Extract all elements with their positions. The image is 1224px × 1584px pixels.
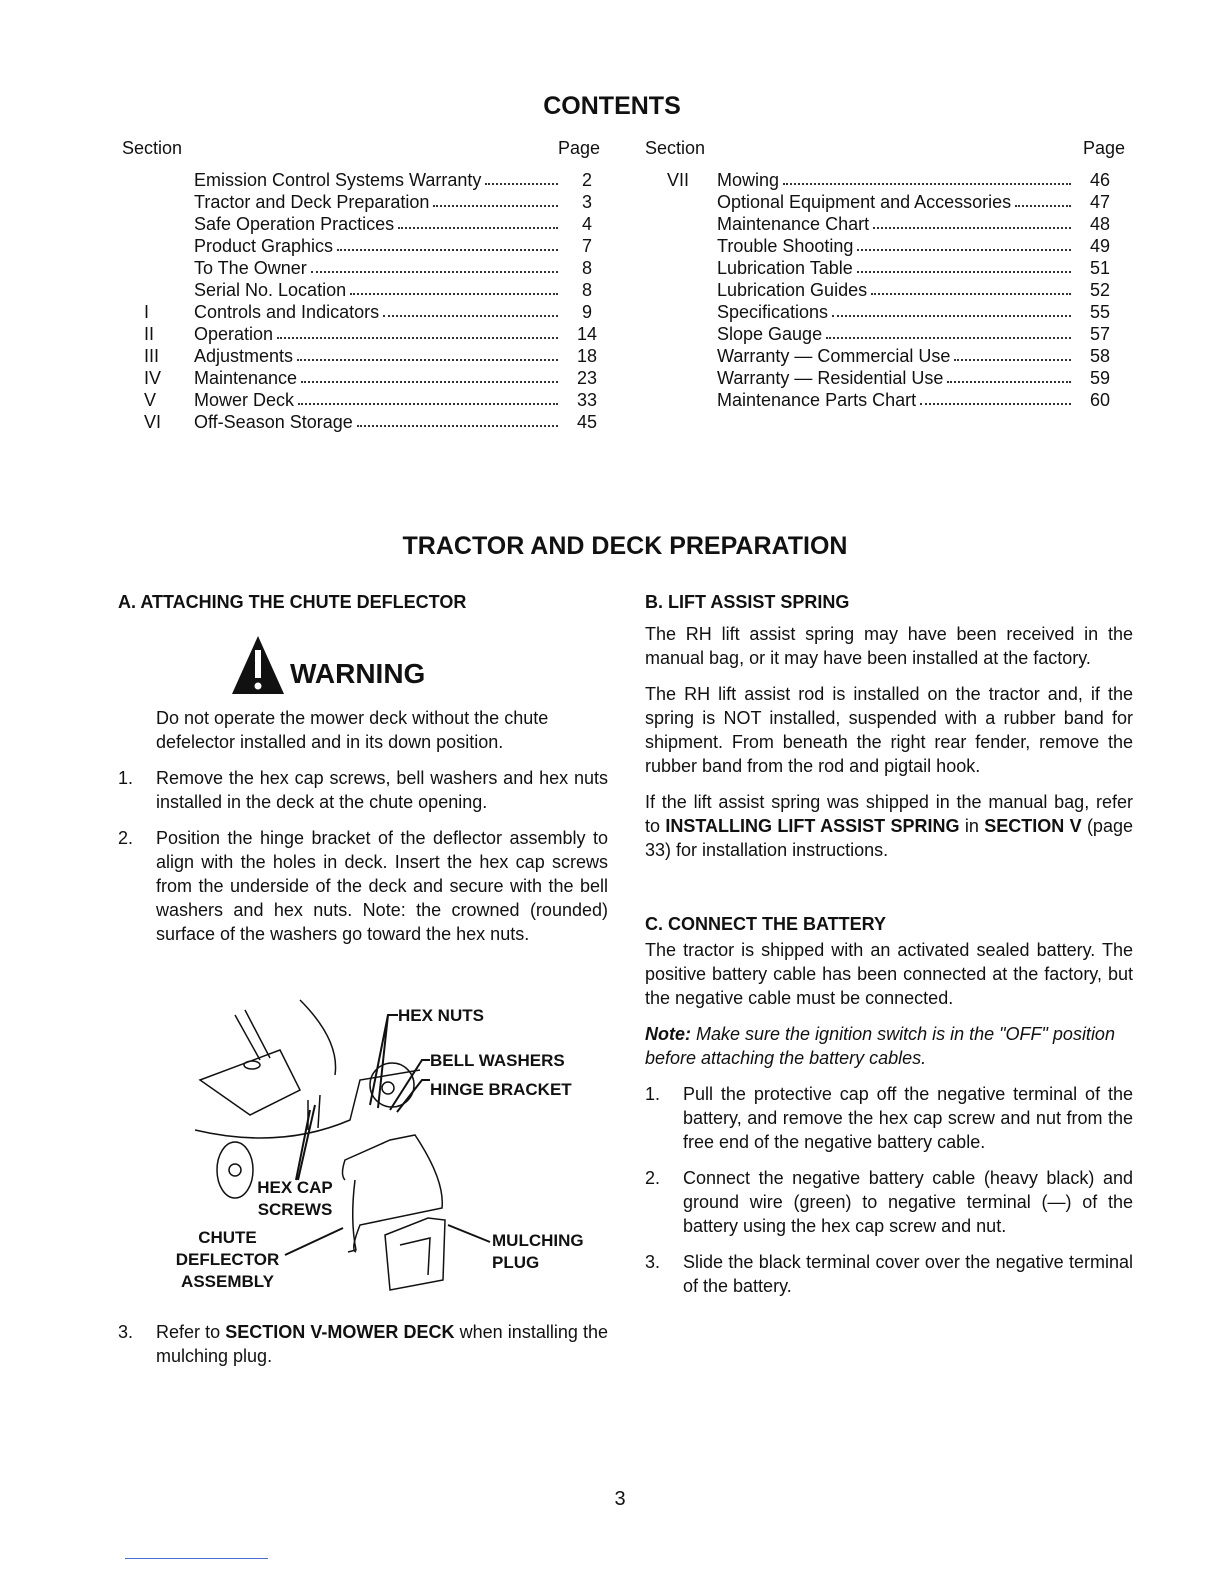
dot-leader [857, 235, 1071, 251]
toc-entry [645, 279, 1125, 301]
section-header: Section [645, 138, 706, 158]
toc-page: 18 [576, 346, 598, 366]
toc-section-number [122, 279, 194, 301]
toc-title: Maintenance Parts Chart [717, 390, 917, 410]
label-hinge-bracket: HINGE BRACKET [430, 1080, 572, 1099]
step-2: 2. Position the hinge bracket of the deflector assembly to align with the holes in deck. Insert the hex cap screws from the underside of the deck and secure with the bell washers and hex nuts. Note: the crowned (rounded) surface of the washers go toward the hex nuts. [118, 828, 608, 944]
toc-page: 51 [1089, 258, 1111, 278]
dot-leader [826, 323, 1071, 339]
toc-section-number [122, 257, 194, 279]
label-hex-nuts: HEX NUTS [398, 1006, 484, 1025]
toc-page: 23 [576, 368, 598, 388]
dot-leader [873, 213, 1071, 229]
warning-triangle-icon [230, 634, 286, 696]
step-1: 1. Remove the hex cap screws, bell washers and hex nuts installed in the deck at the chute opening. [118, 768, 608, 812]
toc-title: Product Graphics [194, 236, 334, 256]
dot-leader [954, 345, 1071, 361]
toc-page: 59 [1089, 368, 1111, 388]
toc-section-number: V [144, 390, 157, 410]
toc-entry [645, 213, 1125, 235]
toc-section-number [645, 213, 717, 235]
step-3: 3. Slide the black terminal cover over the negative terminal of the battery. [645, 1252, 1133, 1296]
toc-entry [122, 301, 612, 323]
label-bell-washers: BELL WASHERS [430, 1051, 565, 1070]
toc-title: Operation [194, 324, 274, 344]
dot-leader [871, 279, 1071, 295]
toc-entry [645, 301, 1125, 323]
toc-page: 14 [576, 324, 598, 344]
toc-page: 9 [581, 302, 592, 322]
dot-leader [298, 389, 558, 405]
step-3: 3. Refer to SECTION V-MOWER DECK when installing the mulching plug. [118, 1322, 608, 1366]
dot-leader [311, 257, 558, 273]
dot-leader [832, 301, 1071, 317]
toc-title: Optional Equipment and Accessories [717, 192, 1012, 212]
toc-right [645, 138, 1125, 411]
toc-page: 33 [576, 390, 598, 410]
toc-title: Controls and Indicators [194, 302, 380, 322]
toc-entry [645, 191, 1125, 213]
toc-section-number [645, 257, 717, 279]
toc-section-number: II [144, 324, 155, 344]
toc-title: Lubrication Guides [717, 280, 868, 300]
toc-title: Serial No. Location [194, 280, 347, 300]
page-number: 3 [614, 1488, 626, 1510]
paragraph: The tractor is shipped with an activated sealed battery. The positive battery cable has been connected at the factory, but the negative cable must be connected. [645, 940, 1133, 1008]
page-header: Page [1082, 138, 1125, 158]
toc-section-number: VI [144, 412, 162, 432]
dot-leader [383, 301, 558, 317]
toc-section-number: I [144, 302, 150, 322]
contents-title: CONTENTS [543, 92, 681, 120]
toc-section-number [645, 279, 717, 301]
label-hex-cap-screws: HEX CAP SCREWS [257, 1178, 333, 1219]
toc-entry [122, 235, 612, 257]
toc-title: Lubrication Table [717, 258, 853, 278]
toc-section-number: IV [144, 368, 162, 388]
paragraph: If the lift assist spring was shipped in the manual bag, refer to INSTALLING LIFT ASSIST SPRING in SECTION V (page 33) for installation instructions. [645, 792, 1133, 860]
toc-section-number: III [144, 346, 160, 366]
section-b-heading: B. LIFT ASSIST SPRING [645, 592, 850, 612]
dot-leader [398, 213, 558, 229]
dot-leader [1015, 191, 1071, 207]
toc-entry [122, 411, 612, 433]
toc-title: Warranty — Commercial Use [717, 346, 951, 366]
dot-leader [350, 279, 558, 295]
toc-page: 55 [1089, 302, 1111, 322]
step-1: 1. Pull the protective cap off the negative terminal of the battery, and remove the hex cap screw and nut from the free end of the negative battery cable. [645, 1084, 1133, 1152]
toc-title: Slope Gauge [717, 324, 823, 344]
dot-leader [433, 191, 558, 207]
toc-title: Safe Operation Practices [194, 214, 395, 234]
prep-title: TRACTOR AND DECK PREPARATION [402, 532, 848, 560]
dot-leader [920, 389, 1071, 405]
toc-title: Specifications [717, 302, 829, 322]
section-header: Section [122, 138, 183, 158]
paragraph: The RH lift assist rod is installed on the tractor and, if the spring is NOT installed, suspended with a rubber band for shipment. From beneath the right rear fender, remove the rubber band from the rod and pigtail hook. [645, 684, 1133, 776]
toc-entry [122, 345, 612, 367]
dot-leader [297, 345, 558, 361]
toc-entry [645, 169, 1125, 191]
paragraph: The RH lift assist spring may have been received in the manual bag, or it may have been installed at the factory. [645, 624, 1133, 668]
section-b [645, 590, 1133, 874]
toc-page: 60 [1089, 390, 1111, 410]
toc-section-number: VII [667, 170, 690, 190]
toc-title: Emission Control Systems Warranty [194, 170, 482, 190]
toc-section-number [645, 235, 717, 257]
section-c-heading: C. CONNECT THE BATTERY [645, 914, 886, 934]
toc-section-number [122, 235, 194, 257]
toc-title: Mower Deck [194, 390, 295, 410]
label-chute-deflector-assembly: CHUTE DEFLECTOR ASSEMBLY [175, 1228, 280, 1291]
toc-entry [645, 235, 1125, 257]
label-mulching-plug: MULCHING PLUG [492, 1231, 584, 1272]
toc-page: 47 [1089, 192, 1111, 212]
section-a-heading: A. ATTACHING THE CHUTE DEFLECTOR [118, 592, 467, 612]
toc-page: 49 [1089, 236, 1111, 256]
toc-page: 2 [581, 170, 592, 190]
toc-entry [122, 257, 612, 279]
note: Note: Make sure the ignition switch is in the "OFF" position before attaching the battery cables. [645, 1024, 1115, 1068]
toc-title: Adjustments [194, 346, 294, 366]
toc-section-number [645, 323, 717, 345]
toc-entry [645, 257, 1125, 279]
toc-title: Maintenance Chart [717, 214, 870, 234]
toc-entry [122, 169, 612, 191]
toc-section-number [645, 367, 717, 389]
toc-section-number [645, 301, 717, 323]
toc-page: 57 [1089, 324, 1111, 344]
dot-leader [947, 367, 1071, 383]
section-a [118, 590, 608, 958]
toc-left [122, 138, 612, 433]
toc-entry [122, 279, 612, 301]
toc-page: 48 [1089, 214, 1111, 234]
toc-entry [122, 323, 612, 345]
toc-title: Warranty — Residential Use [717, 368, 944, 388]
dot-leader [277, 323, 558, 339]
toc-title: Mowing [717, 170, 780, 190]
divider-line [125, 1558, 268, 1559]
toc-page: 3 [581, 192, 592, 212]
toc-section-number [645, 389, 717, 411]
step-2: 2. Connect the negative battery cable (heavy black) and ground wire (green) to negative terminal (—) of the battery using the hex cap screw and nut. [645, 1168, 1133, 1236]
page-header: Page [557, 138, 600, 158]
toc-title: To The Owner [194, 258, 307, 278]
dot-leader [301, 367, 558, 383]
toc-section-number [645, 345, 717, 367]
toc-page: 8 [581, 258, 592, 278]
dot-leader [357, 411, 558, 427]
toc-page: 58 [1089, 346, 1111, 366]
toc-page: 8 [581, 280, 592, 300]
toc-section-number [645, 191, 717, 213]
toc-entry [122, 213, 612, 235]
toc-entry [645, 323, 1125, 345]
dot-leader [857, 257, 1071, 273]
toc-page: 4 [581, 214, 592, 234]
chute-deflector-figure [160, 980, 600, 1300]
toc-title: Trouble Shooting [717, 236, 854, 256]
toc-section-number [122, 213, 194, 235]
dot-leader [337, 235, 558, 251]
toc-page: 7 [581, 236, 592, 256]
warning-label: WARNING [290, 658, 426, 689]
toc-entry [645, 345, 1125, 367]
dot-leader [783, 169, 1071, 185]
dot-leader [485, 169, 558, 185]
warning-text: Do not operate the mower deck without the chute defelector installed and in its down position. [156, 708, 549, 752]
toc-page: 52 [1089, 280, 1111, 300]
section-c [645, 912, 1133, 1310]
toc-entry [645, 389, 1125, 411]
toc-entry [645, 367, 1125, 389]
toc-entry [122, 367, 612, 389]
toc-title: Off-Season Storage [194, 412, 353, 432]
toc-title: Tractor and Deck Preparation [194, 192, 430, 212]
toc-page: 45 [576, 412, 598, 432]
toc-entry [122, 389, 612, 411]
toc-page: 46 [1089, 170, 1111, 190]
toc-section-number [122, 169, 194, 191]
warning-block [230, 626, 608, 696]
toc-section-number [122, 191, 194, 213]
toc-entry [122, 191, 612, 213]
toc-title: Maintenance [194, 368, 298, 388]
